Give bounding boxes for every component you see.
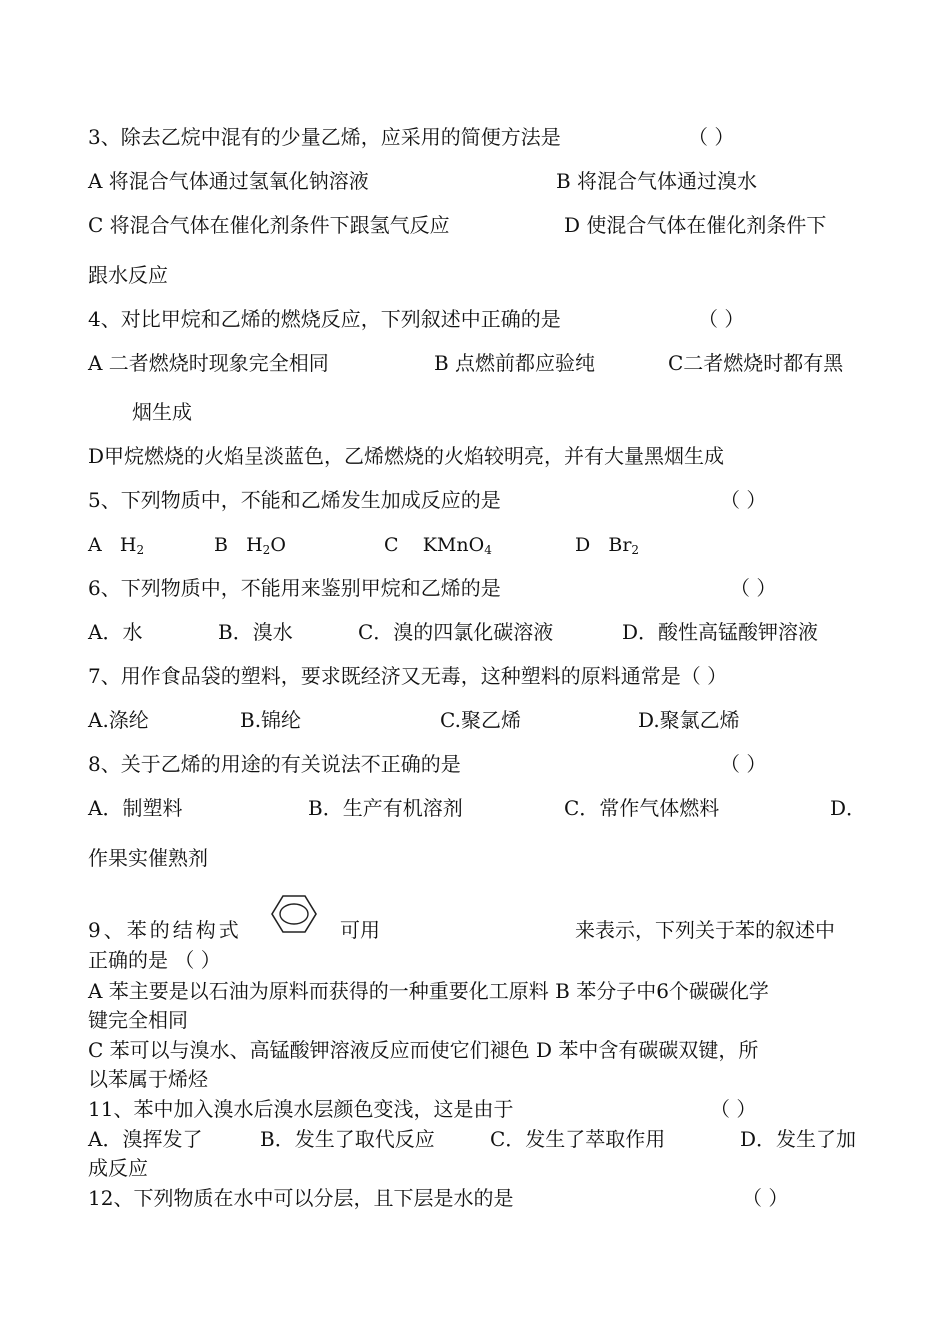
q8-option-c: C．常作气体燃料 bbox=[564, 796, 720, 820]
q3-option-b: B 将混合气体通过溴水 bbox=[556, 169, 758, 193]
q7-option-b: B.锦纶 bbox=[240, 708, 302, 732]
q9-stem-pre: 9、苯的结构式 bbox=[88, 918, 242, 942]
q4-option-c: C二者燃烧时都有黑 bbox=[668, 351, 844, 375]
q5-option-a bbox=[88, 533, 144, 557]
q8-answer-paren: （ ） bbox=[720, 752, 767, 776]
q3-stem: 3、除去乙烷中混有的少量乙烯，应采用的简便方法是 bbox=[88, 125, 561, 149]
q3-option-d-cont: 跟水反应 bbox=[88, 263, 168, 287]
q11-answer-paren: （ ） bbox=[710, 1097, 757, 1121]
q4-option-d: D甲烷燃烧的火焰呈淡蓝色，乙烯燃烧的火焰较明亮，并有大量黑烟生成 bbox=[88, 444, 725, 468]
q9-stem-mid: 可用 bbox=[340, 918, 380, 942]
q5-option-b-subscript: 2 bbox=[262, 543, 271, 557]
benzene-structure-icon bbox=[266, 893, 322, 935]
q7-option-a: A.涤纶 bbox=[88, 708, 149, 732]
q5-option-c-label: C bbox=[384, 534, 399, 556]
q11-option-c: C．发生了萃取作用 bbox=[490, 1127, 666, 1151]
q5-option-c bbox=[384, 533, 492, 557]
q3-answer-paren: （ ） bbox=[688, 125, 735, 149]
q5-option-a-subscript: 2 bbox=[136, 543, 145, 557]
q9-option-d-cont: 以苯属于烯烃 bbox=[88, 1067, 208, 1091]
q11-option-b: B．发生了取代反应 bbox=[260, 1127, 435, 1151]
q5-option-a-formula: H bbox=[119, 534, 137, 556]
q6-stem: 6、下列物质中，不能用来鉴别甲烷和乙烯的是 bbox=[88, 576, 501, 600]
q8-option-a: A．制塑料 bbox=[88, 796, 183, 820]
q9-option-a-b: A 苯主要是以石油为原料而获得的一种重要化工原料 B 苯分子中6个碳碳化学 bbox=[88, 979, 769, 1003]
q12-answer-paren: （ ） bbox=[742, 1186, 789, 1210]
q8-option-d: D． bbox=[830, 796, 867, 820]
q4-option-a: A 二者燃烧时现象完全相同 bbox=[88, 351, 329, 375]
q7-option-d: D.聚氯乙烯 bbox=[638, 708, 740, 732]
q5-option-c-formula: KMnO bbox=[422, 534, 485, 556]
q5-option-d-label: D bbox=[575, 534, 591, 556]
q6-option-d: D．酸性高锰酸钾溶液 bbox=[622, 620, 819, 644]
q11-stem: 11、苯中加入溴水后溴水层颜色变浅，这是由于 bbox=[88, 1097, 514, 1121]
q9-stem-line2: 正确的是 （ ） bbox=[88, 948, 221, 972]
q6-option-b: B．溴水 bbox=[218, 620, 293, 644]
q6-option-c: C．溴的四氯化碳溶液 bbox=[358, 620, 554, 644]
q5-option-b-formula-o: O bbox=[270, 534, 286, 556]
q11-option-d: D．发生了加 bbox=[740, 1127, 857, 1151]
q8-option-d-cont: 作果实催熟剂 bbox=[88, 846, 208, 870]
q3-option-d: D 使混合气体在催化剂条件下 bbox=[564, 213, 827, 237]
q5-option-d-subscript: 2 bbox=[631, 543, 640, 557]
q5-option-d bbox=[575, 533, 639, 557]
q9-option-c-d: C 苯可以与溴水、高锰酸钾溶液反应而使它们褪色 D 苯中含有碳碳双键，所 bbox=[88, 1038, 759, 1062]
q4-answer-paren: （ ） bbox=[698, 307, 745, 331]
q5-option-a-label: A bbox=[88, 534, 102, 556]
q6-answer-paren: （ ） bbox=[730, 576, 777, 600]
q9-option-b-cont: 键完全相同 bbox=[88, 1008, 188, 1032]
q3-option-c: C 将混合气体在催化剂条件下跟氢气反应 bbox=[88, 213, 450, 237]
q5-option-b-label: B bbox=[214, 534, 228, 556]
q7-stem: 7、用作食品袋的塑料，要求既经济又无毒，这种塑料的原料通常是（ ） bbox=[88, 664, 728, 688]
q5-option-b bbox=[214, 533, 286, 557]
q9-stem-post: 来表示，下列关于苯的叙述中 bbox=[575, 918, 835, 942]
q3-option-a: A 将混合气体通过氢氧化钠溶液 bbox=[88, 169, 369, 193]
q4-stem: 4、对比甲烷和乙烯的燃烧反应，下列叙述中正确的是 bbox=[88, 307, 561, 331]
q5-stem: 5、下列物质中，不能和乙烯发生加成反应的是 bbox=[88, 488, 501, 512]
q4-option-b: B 点燃前都应验纯 bbox=[434, 351, 596, 375]
q11-option-d-cont: 成反应 bbox=[88, 1156, 148, 1180]
q5-answer-paren: （ ） bbox=[720, 488, 767, 512]
q5-option-c-subscript: 4 bbox=[484, 543, 492, 557]
q12-stem: 12、下列物质在水中可以分层，且下层是水的是 bbox=[88, 1186, 514, 1210]
q8-stem: 8、关于乙烯的用途的有关说法不正确的是 bbox=[88, 752, 461, 776]
q7-option-c: C.聚乙烯 bbox=[440, 708, 521, 732]
q5-option-b-formula-h: H bbox=[246, 534, 263, 556]
q11-option-a: A．溴挥发了 bbox=[88, 1127, 203, 1151]
q5-option-d-formula: Br bbox=[608, 534, 632, 556]
q6-option-a: A．水 bbox=[88, 620, 143, 644]
q8-option-b: B．生产有机溶剂 bbox=[308, 796, 463, 820]
q4-option-c-cont: 烟生成 bbox=[132, 400, 192, 424]
